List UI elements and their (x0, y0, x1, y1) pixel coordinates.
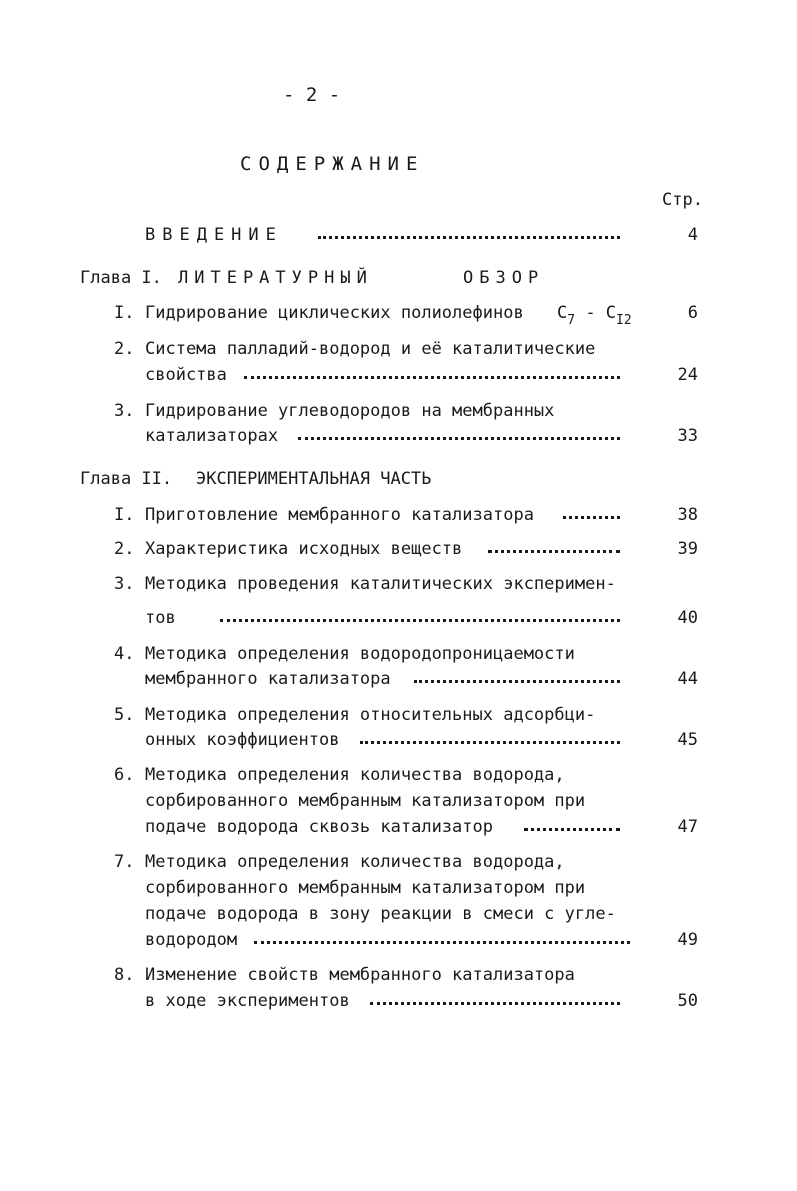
toc-item-page: 50 (677, 991, 698, 1011)
chapter2-title: ЭКСПЕРИМЕНТАЛЬНАЯ ЧАСТЬ (196, 469, 432, 489)
toc-item-title: подаче водорода в зону реакции в смеси с угле- (145, 904, 616, 924)
toc-item-title: водородом (145, 930, 238, 950)
toc-item-title: мембранного катализатора (145, 669, 391, 689)
leader-dots (370, 1002, 620, 1005)
toc-item-number: I. (114, 303, 135, 323)
toc-item-page: 6 (687, 303, 698, 323)
toc-item-title: катализаторах (145, 426, 279, 446)
toc-item-number: 5. (114, 705, 135, 725)
toc-item-title: свойства (145, 365, 227, 385)
toc-item-page: 47 (677, 817, 698, 837)
toc-item-number: 6. (114, 765, 135, 785)
toc-item-title: сорбированного мембранным катализатором при (145, 878, 586, 898)
leader-dots (563, 516, 620, 519)
toc-item-page: 40 (677, 608, 698, 628)
leader-dots (254, 941, 630, 944)
toc-item-title: Методика определения относительных адсорбци- (145, 705, 596, 725)
leader-dots (244, 376, 620, 379)
toc-item-page: 39 (677, 539, 698, 559)
toc-item-page: 38 (677, 505, 698, 525)
toc-item-title: в ходе экспериментов (145, 991, 350, 1011)
page-number: - 2 - (283, 84, 341, 106)
toc-item-number: 4. (114, 644, 135, 664)
toc-item-title: Система палладий-водород и её каталитические (145, 339, 596, 359)
toc-item-title: онных коэффициентов (145, 730, 340, 750)
toc-title: СОДЕРЖАНИЕ (240, 153, 425, 175)
toc-item-page: 45 (677, 730, 698, 750)
leader-dots (488, 550, 620, 553)
toc-item-title: Гидрирование циклических полиолефинов (145, 303, 524, 323)
leader-dots (524, 828, 620, 831)
toc-item-page: 33 (677, 426, 698, 446)
toc-item-number: 3. (114, 574, 135, 594)
chapter2-prefix: Глава II. (80, 469, 173, 489)
toc-item-title: Изменение свойств мембранного катализатора (145, 965, 575, 985)
toc-item-formula: $С_7 - С_{I2}$ (557, 303, 632, 328)
toc-item-title: Методика определения количества водорода, (145, 852, 565, 872)
leader-dots (298, 437, 620, 440)
chapter1-prefix: Глава I. (80, 268, 162, 288)
chapter1-title-part2: ОБЗОР (463, 268, 545, 288)
toc-item-number: 2. (114, 539, 135, 559)
toc-item-number: 3. (114, 401, 135, 421)
intro-page: 4 (687, 225, 698, 245)
toc-item-title: Методика определения водородопроницаемости (145, 644, 575, 664)
leader-dots (318, 236, 620, 239)
toc-item-title: сорбированного мембранным катализатором при (145, 791, 586, 811)
toc-item-number: 7. (114, 852, 135, 872)
toc-item-page: 24 (677, 365, 698, 385)
toc-item-title: Методика проведения каталитических эксперимен- (145, 574, 616, 594)
toc-item-title: Гидрирование углеводородов на мембранных (145, 401, 555, 421)
toc-item-title: Характеристика исходных веществ (145, 539, 463, 559)
toc-item-number: I. (114, 505, 135, 525)
page-column-header: Стр. (662, 190, 703, 210)
toc-item-title: Методика определения количества водорода, (145, 765, 565, 785)
toc-item-title: тов (145, 608, 176, 628)
leader-dots (414, 680, 620, 683)
toc-item-page: 44 (677, 669, 698, 689)
leader-dots (220, 619, 620, 622)
toc-item-number: 2. (114, 339, 135, 359)
toc-item-number: 8. (114, 965, 135, 985)
toc-item-page: 49 (677, 930, 698, 950)
chapter1-title-part1: ЛИТЕРАТУРНЫЙ (178, 268, 373, 288)
leader-dots (360, 741, 620, 744)
toc-item-title: подаче водорода сквозь катализатор (145, 817, 493, 837)
intro-label: ВВЕДЕНИЕ (145, 225, 283, 245)
toc-item-title: Приготовление мембранного катализатора (145, 505, 534, 525)
